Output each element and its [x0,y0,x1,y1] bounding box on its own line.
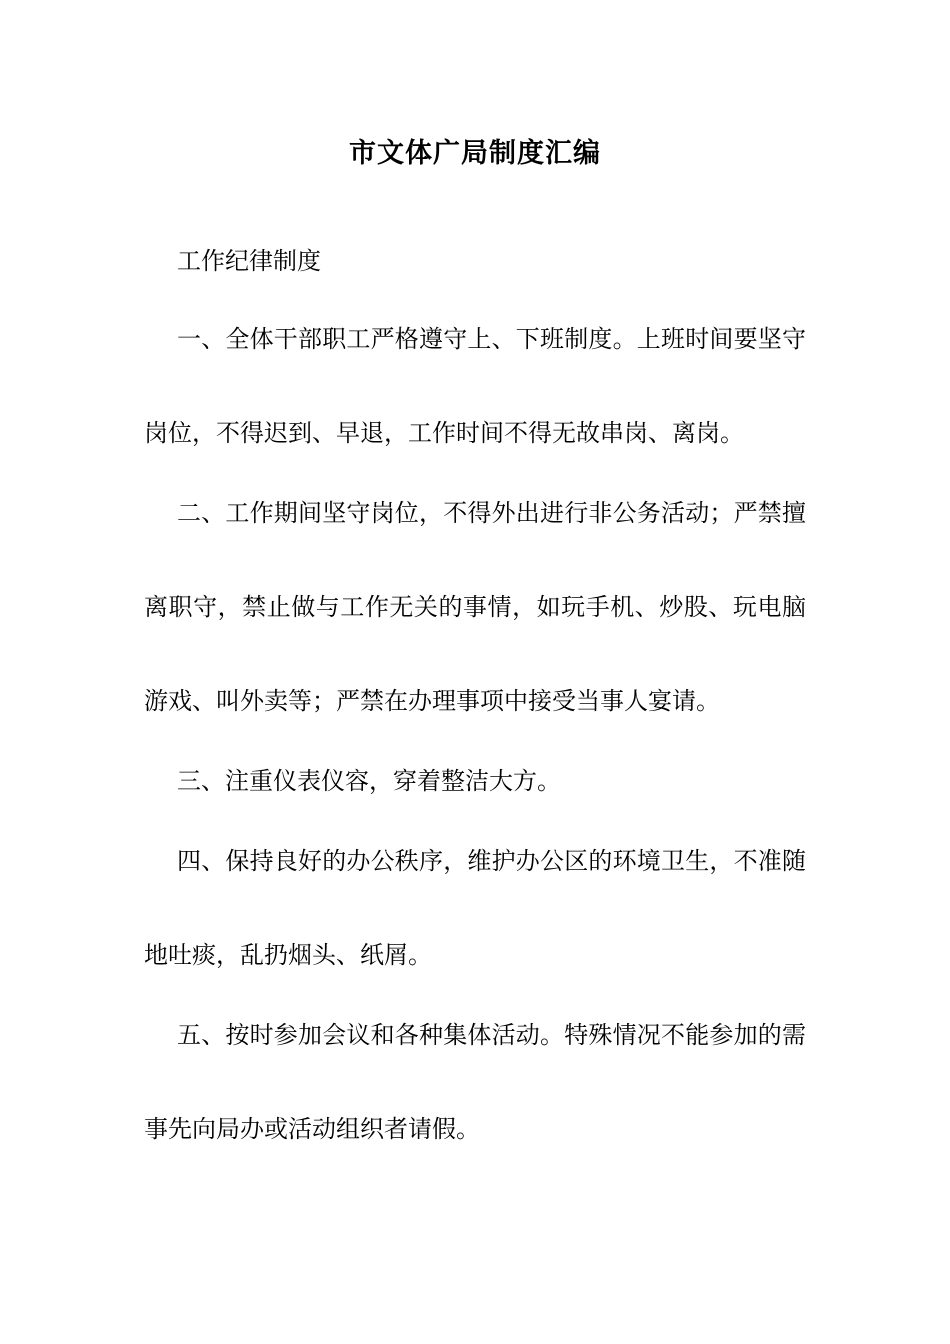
paragraph-line: 离职守，禁止做与工作无关的事情，如玩手机、炒股、玩电脑 [144,593,806,621]
paragraph-line: 岗位，不得迟到、早退，工作时间不得无故串岗、离岗。 [144,419,744,447]
paragraph-5 [144,988,806,1176]
paragraph-list [144,292,806,1176]
paragraph-line: 地吐痰，乱扔烟头、纸屑。 [144,941,432,969]
document-body [144,238,806,1176]
paragraph-line: 事先向局办或活动组织者请假。 [144,1115,480,1143]
paragraph-2 [144,466,806,748]
paragraph-line: 一、全体干部职工严格遵守上、下班制度。上班时间要坚守 [177,325,806,353]
paragraph-4 [144,814,806,1002]
paragraph-1 [144,292,806,480]
paragraph-line: 二、工作期间坚守岗位，不得外出进行非公务活动；严禁擅 [177,499,806,527]
document-title: 市文体广局制度汇编 [349,138,601,169]
section-heading: 工作纪律制度 [177,247,321,275]
paragraph-line: 四、保持良好的办公秩序，维护办公区的环境卫生，不准随 [177,847,806,875]
paragraph-line: 三、注重仪表仪容，穿着整洁大方。 [177,767,561,795]
paragraph-line: 五、按时参加会议和各种集体活动。特殊情况不能参加的需 [177,1021,806,1049]
paragraph-line: 游戏、叫外卖等；严禁在办理事项中接受当事人宴请。 [144,687,720,715]
